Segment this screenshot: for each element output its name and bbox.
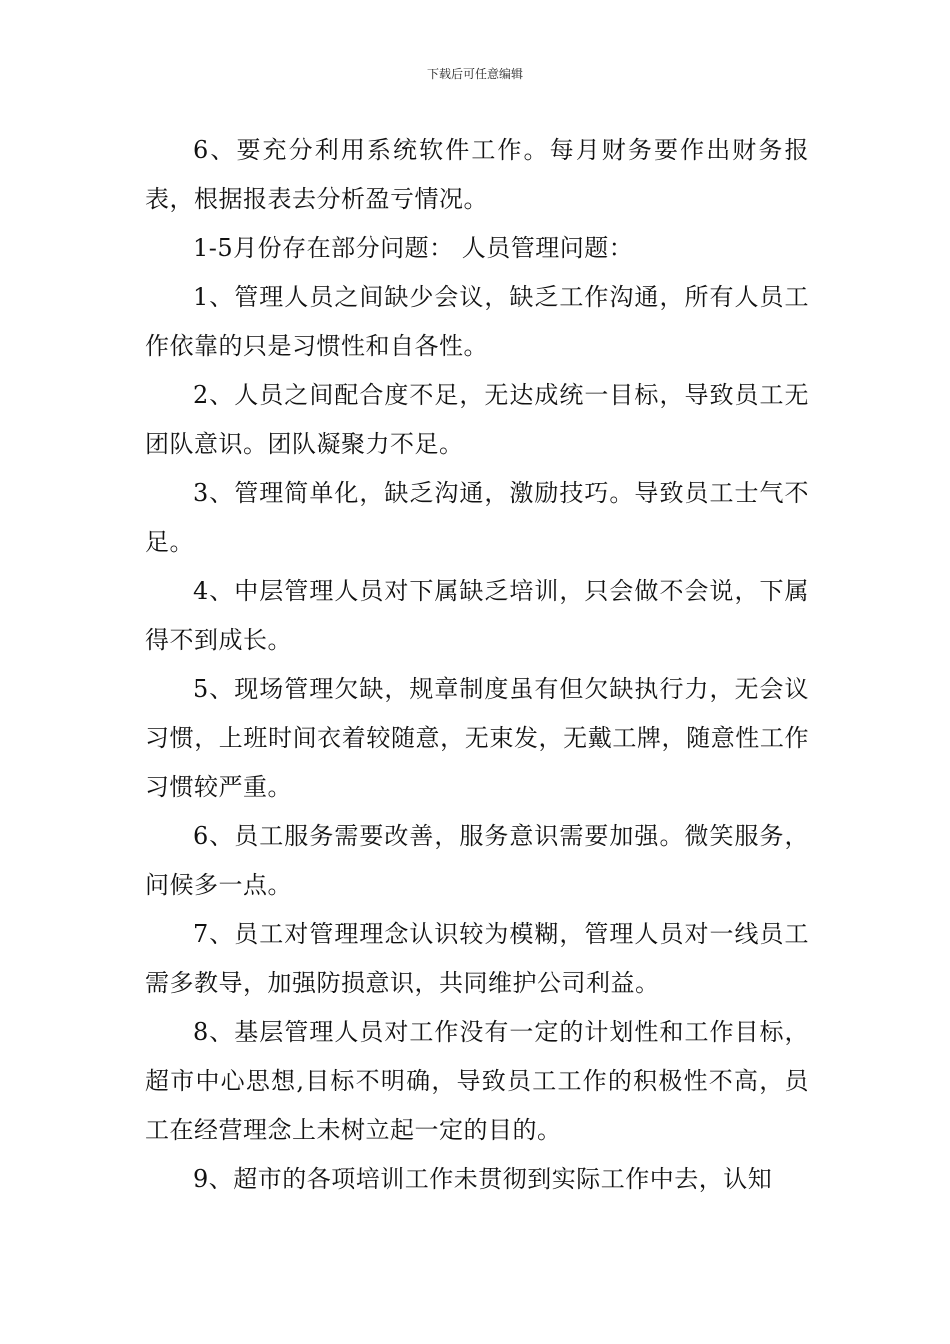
document-body xyxy=(145,126,809,1204)
paragraph-item-8: 8、基层管理人员对工作没有一定的计划性和工作目标，超市中心思想,目标不明确，导致员工工作的积极性不高，员工在经营理念上未树立起一定的目的。 xyxy=(145,1018,809,1144)
paragraph-finance-report: 6、要充分利用系统软件工作。每月财务要作出财务报表，根据报表去分析盈亏情况。 xyxy=(145,136,809,213)
paragraph-item-5: 5、现场管理欠缺，规章制度虽有但欠缺执行力，无会议习惯，上班时间衣着较随意，无束发，无戴工牌，随意性工作习惯较严重。 xyxy=(145,675,809,801)
paragraph-item-7: 7、员工对管理理念认识较为模糊，管理人员对一线员工需多教导，加强防损意识，共同维护公司利益。 xyxy=(145,920,809,997)
paragraph-item-9: 9、超市的各项培训工作未贯彻到实际工作中去，认知 xyxy=(193,1165,773,1193)
paragraph-item-2: 2、人员之间配合度不足，无达成统一目标，导致员工无团队意识。团队凝聚力不足。 xyxy=(145,381,809,458)
paragraph-problems-heading: 1-5月份存在部分问题： 人员管理问题： xyxy=(193,234,634,262)
paragraph-item-6: 6、员工服务需要改善，服务意识需要加强。微笑服务，问候多一点。 xyxy=(145,822,809,899)
page-header-note: 下载后可任意编辑 xyxy=(426,67,523,81)
paragraph-item-3: 3、管理简单化，缺乏沟通，激励技巧。导致员工士气不足。 xyxy=(145,479,809,556)
paragraph-item-1: 1、管理人员之间缺少会议，缺乏工作沟通，所有人员工作依靠的只是习惯性和自各性。 xyxy=(145,283,809,360)
paragraph-item-4: 4、中层管理人员对下属缺乏培训，只会做不会说，下属得不到成长。 xyxy=(145,577,809,654)
